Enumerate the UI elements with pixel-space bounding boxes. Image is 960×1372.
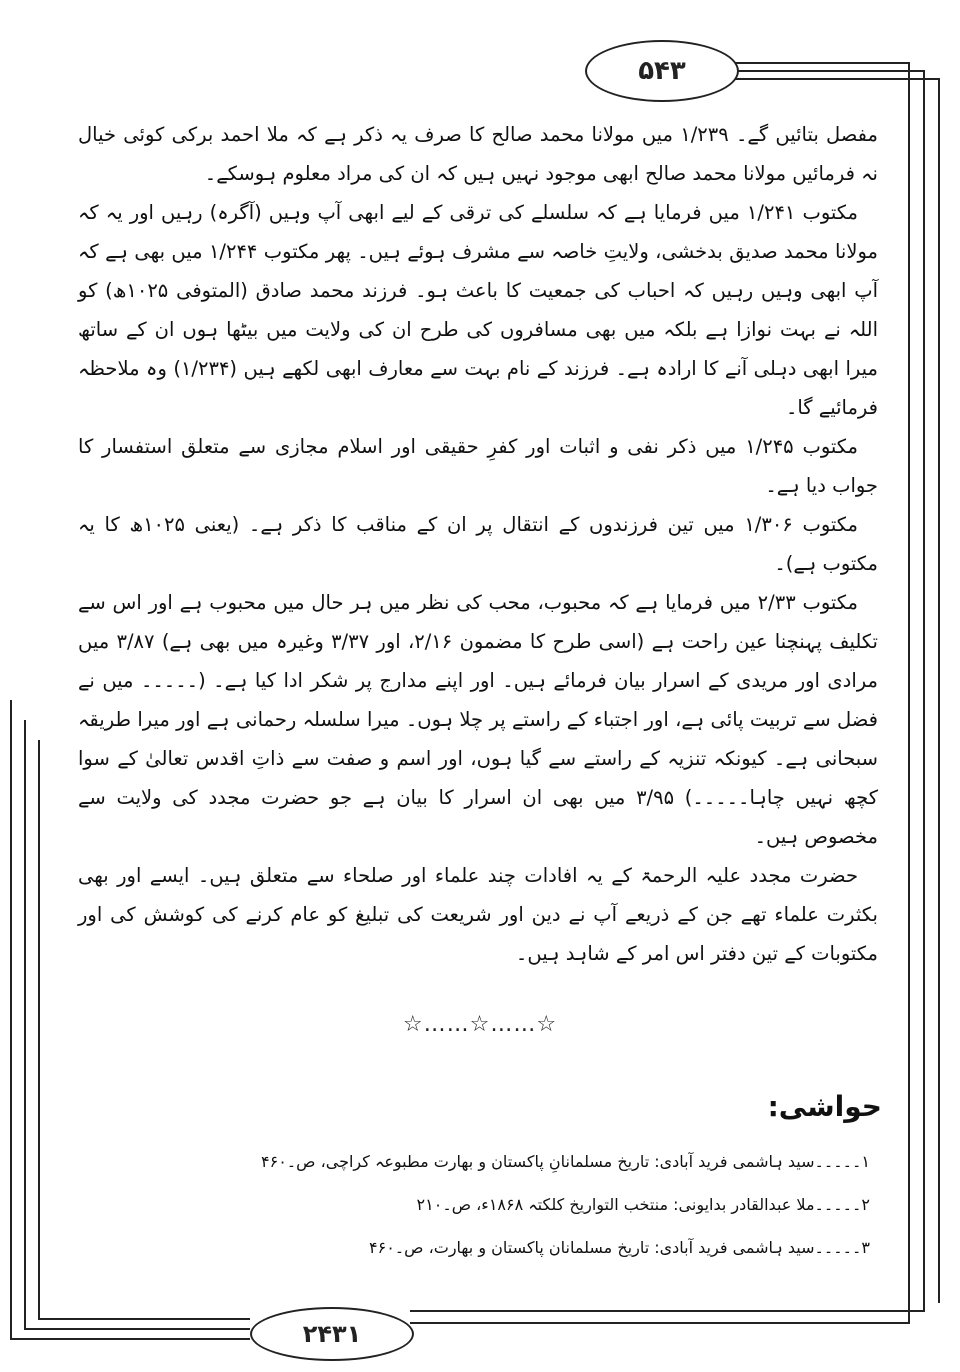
section-separator: ☆……☆……☆ bbox=[402, 1012, 558, 1037]
paragraph-2: مکتوب ۱/۲۴۱ میں فرمایا ہے کہ سلسلے کی ترقی کے لیے ابھی آپ وہیں (آگرہ) رہیں اور یہ کہ مولانا محمد صدیق بدخشی، ولایتِ خاصہ سے مشرف ہوئے ہیں۔ پھر مکتوب ۱/۲۴۴ میں بھی ہے کہ آپ ابھی وہیں رہیں کہ احباب کی جمعیت کا باعث ہو۔ فرزند محمد صادق (المتوفی ۱۰۲۵ھ) کو اللہ نے بہت نوازا ہے بلکہ میں بھی مسافروں کی طرح ان کی ولایت میں بیٹھا ہوں ان کے ساتھ میرا ابھی دہلی آنے کا ارادہ ہے۔ فرزند کے نام بہت سے معارف ابھی لکھے ہیں (۱/۲۳۴) وہ ملاحظہ فرمائیے گا۔ bbox=[78, 201, 878, 419]
frame-left-line-1 bbox=[10, 700, 12, 1340]
footnotes bbox=[150, 1140, 870, 1269]
paragraph-1: مفصل بتائیں گے۔ ۱/۲۳۹ میں مولانا محمد صالح کا صرف یہ ذکر ہے کہ ملا احمد برکی کوئی خیال نہ فرمائیں مولانا محمد صالح ابھی موجود نہیں ہیں کہ ان کی مراد معلوم ہوسکے۔ bbox=[78, 123, 878, 185]
footnote-3: ۳۔۔۔۔۔سید ہاشمی فرید آبادی: تاریخ مسلمانان پاکستان و بھارت، ص۔۴۶۰ bbox=[369, 1238, 870, 1257]
frame-right-line-1 bbox=[908, 62, 910, 1322]
frame-right-line-2 bbox=[923, 70, 925, 1310]
footnote-2: ۲۔۔۔۔۔ملا عبدالقادر بدایونی: منتخب التواریخ کلکتہ ۱۸۶۸ء، ص۔۲۱۰ bbox=[416, 1195, 870, 1214]
body-text bbox=[78, 115, 878, 973]
page-number-top: ۵۴۳ bbox=[585, 40, 739, 102]
notes-heading: حواشی: bbox=[767, 1090, 882, 1123]
paragraph-3: مکتوب ۱/۲۴۵ میں ذکر نفی و اثبات اور کفرِ حقیقی اور اسلام مجازی سے متعلق استفسار کا جواب دیا ہے۔ bbox=[78, 435, 878, 497]
frame-right-line-3 bbox=[938, 78, 940, 1303]
paragraph-4: مکتوب ۱/۳۰۶ میں تین فرزندوں کے انتقال پر ان کے مناقب کا ذکر ہے۔ (یعنی ۱۰۲۵ھ کا یہ مکتوب ہے)۔ bbox=[78, 513, 878, 575]
paragraph-6: حضرت مجدد علیہ الرحمۃ کے یہ افادات چند علماء اور صلحاء سے متعلق ہیں۔ ایسے اور بھی بکثرت علماء تھے جن کے ذریعے آپ نے دین اور شریعت کی تبلیغ کو عام کرنے کی کوشش کی اور مکتوبات کے تین دفتر اس امر کے شاہد ہیں۔ bbox=[78, 864, 878, 965]
paragraph-5: مکتوب ۲/۳۳ میں فرمایا ہے کہ محبوب، محب کی نظر میں ہر حال میں محبوب ہے اور اس سے تکلیف پہنچنا عین راحت ہے (اسی طرح کا مضمون ۲/۱۶، اور ۳/۳۷ وغیرہ میں بھی ہے) ۳/۸۷ میں مرادی اور مریدی کے اسرار بیان فرمائے ہیں۔ اور اپنے مدارج پر شکر ادا کیا ہے۔ (۔۔۔۔۔ میں نے فضل سے تربیت پائی ہے، اور اجتباء کے راستے پر چلا ہوں۔ میرا سلسلہ رحمانی ہے اور میرا طریقہ سبحانی ہے۔ کیونکہ تنزیہ کے راستے سے گیا ہوں، اور اسم و صفت سے ذاتِ اقدس تعالیٰ کے سوا کچھ نہیں چاہا۔۔۔۔۔) ۳/۹۵ میں بھی ان اسرار کا بیان ہے جو حضرت مجدد کی ولایت سے مخصوص ہیں۔ bbox=[78, 591, 878, 848]
frame-bottom-line-2 bbox=[24, 1328, 250, 1330]
frame-left-line-2 bbox=[24, 720, 26, 1330]
frame-left-line-3 bbox=[38, 740, 40, 1320]
frame-bottom-line-3 bbox=[38, 1318, 250, 1320]
page-number-bottom: ۲۴۳۱ bbox=[250, 1307, 414, 1361]
frame-bottom-line-1 bbox=[10, 1338, 250, 1340]
frame-bottom-line-5 bbox=[410, 1310, 925, 1312]
footnote-1: ۱۔۔۔۔۔سید ہاشمی فرید آبادی: تاریخ مسلمانانِ پاکستان و بھارت مطبوعہ کراچی، ص۔۴۶۰ bbox=[261, 1152, 870, 1171]
frame-bottom-line-4 bbox=[410, 1322, 910, 1324]
